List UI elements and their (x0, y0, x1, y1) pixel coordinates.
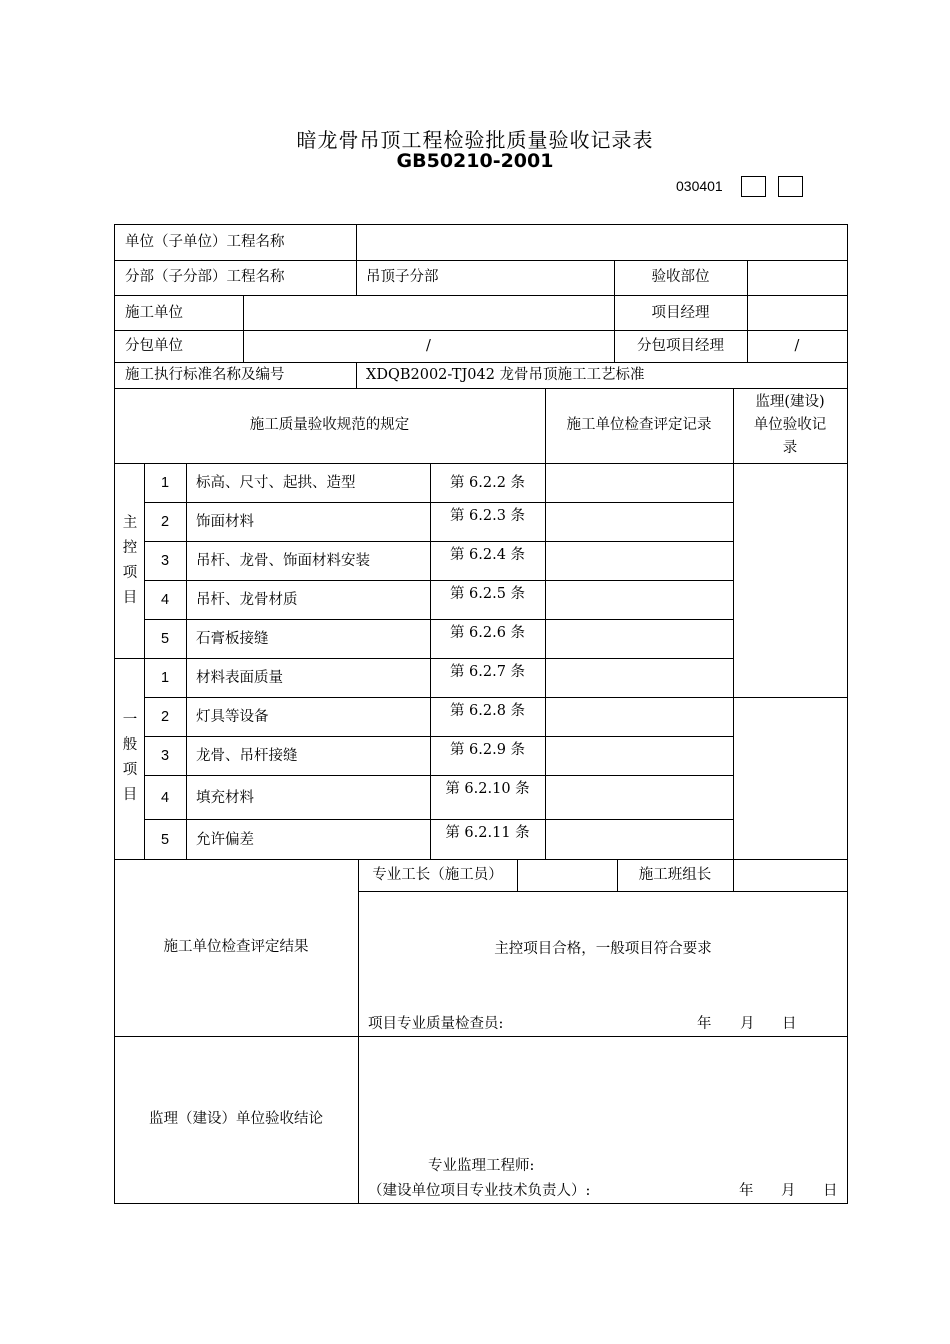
team-leader-label: 施工班组长 (638, 867, 712, 883)
standard-label: 施工执行标准名称及编号 (125, 367, 285, 383)
form-code-box-2[interactable] (778, 176, 803, 197)
foreman-label: 专业工长（施工员） (372, 867, 503, 883)
main-control-label: 主 控 项 目 (122, 515, 138, 606)
sub-project-value[interactable]: 吊顶子分部 (366, 269, 439, 285)
subcontractor-value[interactable]: / (426, 338, 431, 354)
sub-project-label: 分部（子分部）工程名称 (125, 269, 285, 285)
subcontractor-label: 分包单位 (125, 338, 183, 354)
sub-manager-label: 分包项目经理 (637, 338, 724, 354)
supervision-label: 监理（建设）单位验收结论 (149, 1111, 323, 1127)
acceptance-part-label: 验收部位 (651, 269, 710, 285)
standard-code: GB50210-2001 (396, 150, 554, 172)
supervision-month: 月 (781, 1183, 796, 1199)
sub-manager-value[interactable]: / (794, 338, 800, 354)
contractor-label: 施工单位 (125, 305, 183, 321)
check-day: 日 (782, 1016, 797, 1032)
supervision-day: 日 (823, 1183, 838, 1199)
supervision-year: 年 (739, 1183, 754, 1199)
check-result-label: 施工单位检查评定结果 (163, 939, 309, 955)
unit-project-label: 单位（子单位）工程名称 (125, 234, 285, 250)
quality-inspector-label: 项目专业质量检查员: (368, 1016, 504, 1032)
supervisor-record-header: 监理(建设) 单位验收记 录 (753, 394, 827, 456)
form-code: 030401 (676, 178, 723, 194)
project-manager-label: 项目经理 (651, 305, 710, 321)
standard-value[interactable]: XDQB2002-TJ042 龙骨吊顶施工工艺标准 (366, 367, 645, 383)
owner-tech-lead-label: （建设单位项目专业技术负责人）: (368, 1183, 591, 1199)
form-code-box-1[interactable] (741, 176, 766, 197)
supervising-engineer-label: 专业监理工程师: (428, 1158, 535, 1174)
form-title: 暗龙骨吊顶工程检验批质量验收记录表 (296, 128, 654, 152)
contractor-record-header: 施工单位检查评定记录 (566, 417, 712, 433)
check-year: 年 (697, 1016, 712, 1032)
check-month: 月 (740, 1016, 755, 1032)
spec-column-header: 施工质量验收规范的规定 (249, 417, 410, 433)
check-conclusion: 主控项目合格，一般项目符合要求 (494, 941, 712, 957)
general-label: 一 般 项 目 (122, 712, 138, 803)
